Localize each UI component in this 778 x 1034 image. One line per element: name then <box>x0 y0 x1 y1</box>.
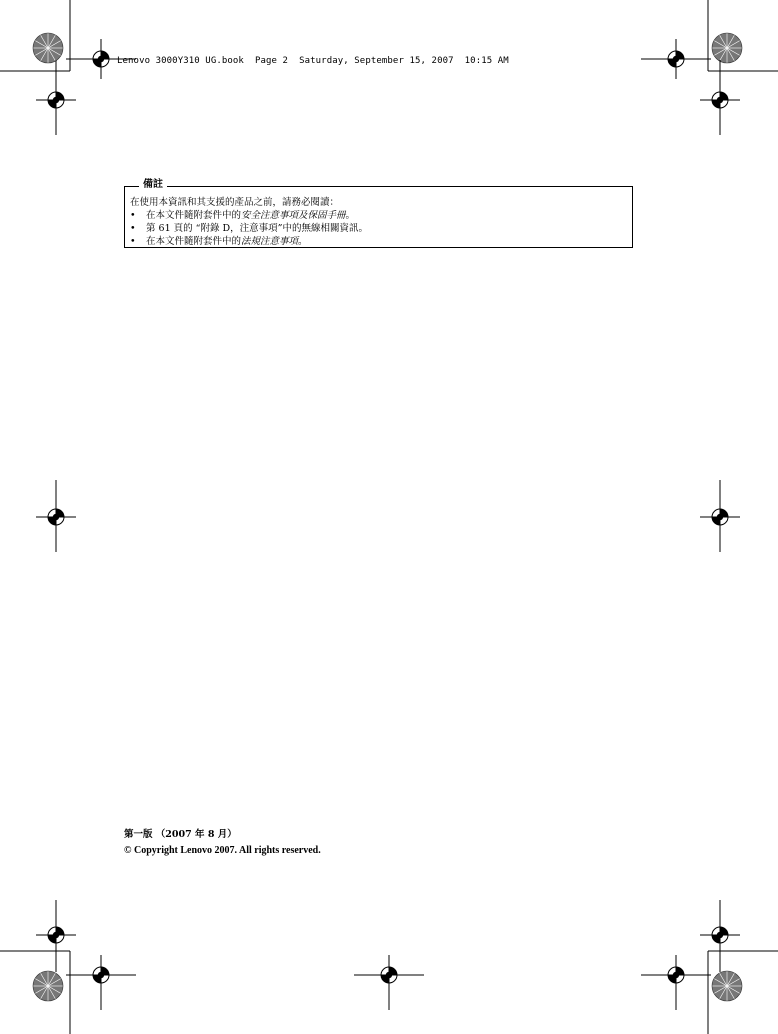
note-intro: 在使用本資訊和其支援的產品之前，請務必閱讀： <box>130 197 340 208</box>
note-list <box>130 209 630 248</box>
starburst-mark-top-left <box>33 33 63 63</box>
edition-notice: 第一版 （2007 年 8 月） <box>124 829 237 840</box>
bullet-icon: • <box>130 223 136 234</box>
manual-title: 安全注意事項及保固手冊 <box>241 210 346 221</box>
starburst-mark-bottom-left <box>33 971 63 1001</box>
note-label: 備註 <box>139 178 167 192</box>
starburst-mark-top-right <box>712 33 742 63</box>
note-content <box>130 196 630 248</box>
page-header: Lenovo 3000Y310 UG.book Page 2 Saturday, September 15, 2007 10:15 AM <box>117 56 509 66</box>
manual-title: 法規注意事項 <box>241 236 299 247</box>
note-list-item: • 在本文件隨附套件中的法規注意事項。 <box>130 236 308 247</box>
note-list-item: • 在本文件隨附套件中的安全注意事項及保固手冊。 <box>130 210 356 221</box>
note-list-item: • 第 61 頁的 “附錄 D，注意事項”中的無線相關資訊。 <box>130 223 368 234</box>
bullet-icon: • <box>130 236 136 247</box>
crop-marks-top-left <box>0 0 70 71</box>
bullet-icon: • <box>130 210 136 221</box>
starburst-mark-bottom-right <box>712 971 742 1001</box>
copyright-notice: © Copyright Lenovo 2007. All rights reserved. <box>124 845 321 856</box>
